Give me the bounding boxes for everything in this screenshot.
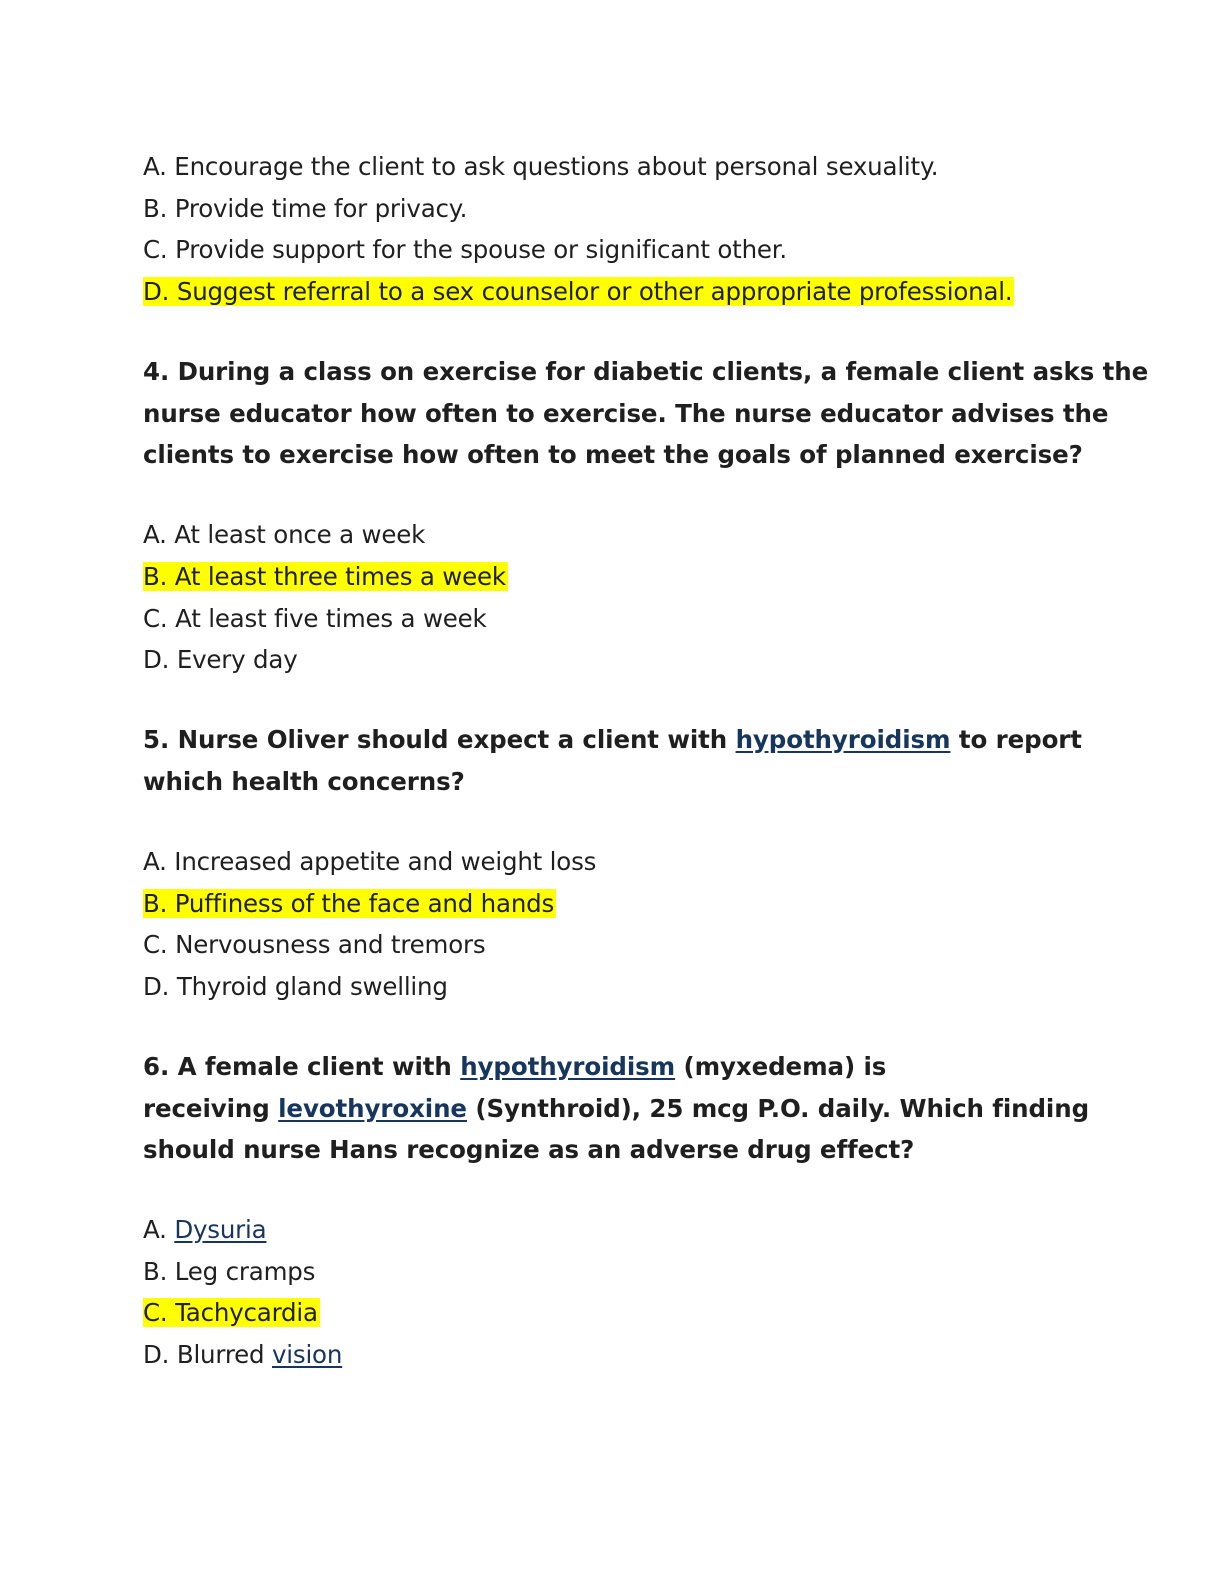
q5-hypothyroidism-link[interactable]: hypothyroidism [735, 725, 951, 754]
q3-option-a [143, 146, 938, 188]
q4-option-b-answer [143, 556, 508, 598]
q4-question-line-1: 4. During a class on exercise for diabetic clients, a female client asks the [143, 357, 1149, 386]
q5-option-d [143, 966, 448, 1008]
q4-option-d [143, 639, 298, 681]
q6-question-line-1 [143, 1046, 886, 1088]
q3-option-a-text: A. Encourage the client to ask questions about personal sexuality. [143, 152, 939, 181]
q3-option-d-highlighted: D. Suggest referral to a sex counselor or other appropriate professional. [143, 277, 1013, 306]
q6-option-d [143, 1334, 342, 1376]
q6-question-line-3: should nurse Hans recognize as an adverse drug effect? [143, 1135, 915, 1164]
q3-option-b [143, 188, 467, 230]
q5-question-line-2: which health concerns? [143, 767, 465, 796]
q5-option-a-text: A. Increased appetite and weight loss [143, 847, 597, 876]
q6-option-b [143, 1251, 315, 1293]
q6-option-a [143, 1209, 266, 1251]
q6-option-b-text: B. Leg cramps [143, 1257, 316, 1286]
q6-vision-link[interactable]: vision [271, 1340, 343, 1369]
q6-line1-pre: 6. A female client with [143, 1052, 461, 1081]
q3-option-c-text: C. Provide support for the spouse or significant other. [143, 235, 788, 264]
q3-option-b-text: B. Provide time for privacy. [143, 194, 468, 223]
q6-dysuria-link[interactable]: Dysuria [174, 1215, 267, 1244]
q6-option-c-highlighted: C. Tachycardia [143, 1298, 318, 1327]
q6-levothyroxine-link[interactable]: levothyroxine [278, 1094, 467, 1123]
q3-option-d-answer [143, 271, 1014, 313]
q6-hypothyroidism-link[interactable]: hypothyroidism [460, 1052, 676, 1081]
q4-option-b-highlighted: B. At least three times a week [143, 562, 506, 591]
q4-question-line-3: clients to exercise how often to meet the goals of planned exercise? [143, 440, 1083, 469]
q6-option-a-prefix: A. [143, 1215, 175, 1244]
q5-option-b-answer [143, 883, 556, 925]
q4-option-c-text: C. At least five times a week [143, 604, 487, 633]
q5-question-line-1 [143, 719, 1082, 761]
q4-question-line-2: nurse educator how often to exercise. The nurse educator advises the [143, 399, 1109, 428]
q4-option-a-text: A. At least once a week [143, 520, 426, 549]
q6-line2-pre: receiving [143, 1094, 279, 1123]
q5-option-a [143, 841, 596, 883]
q6-line2-post: (Synthroid), 25 mcg P.O. daily. Which finding [466, 1094, 1090, 1123]
q3-option-c [143, 229, 787, 271]
q5-line1-pre: 5. Nurse Oliver should expect a client with [143, 725, 736, 754]
q6-line1-post: (myxedema) is [675, 1052, 887, 1081]
q6-option-d-prefix: D. Blurred [143, 1340, 272, 1369]
q5-option-c [143, 924, 485, 966]
q6-option-c-answer [143, 1292, 320, 1334]
q5-option-d-text: D. Thyroid gland swelling [143, 972, 448, 1001]
q4-option-c [143, 598, 487, 640]
q5-line1-post: to report [950, 725, 1082, 754]
q4-option-d-text: D. Every day [143, 645, 298, 674]
q4-option-a [143, 514, 425, 556]
q5-option-c-text: C. Nervousness and tremors [143, 930, 486, 959]
q6-question-line-2 [143, 1088, 1089, 1130]
q5-option-b-highlighted: B. Puffiness of the face and hands [143, 889, 555, 918]
